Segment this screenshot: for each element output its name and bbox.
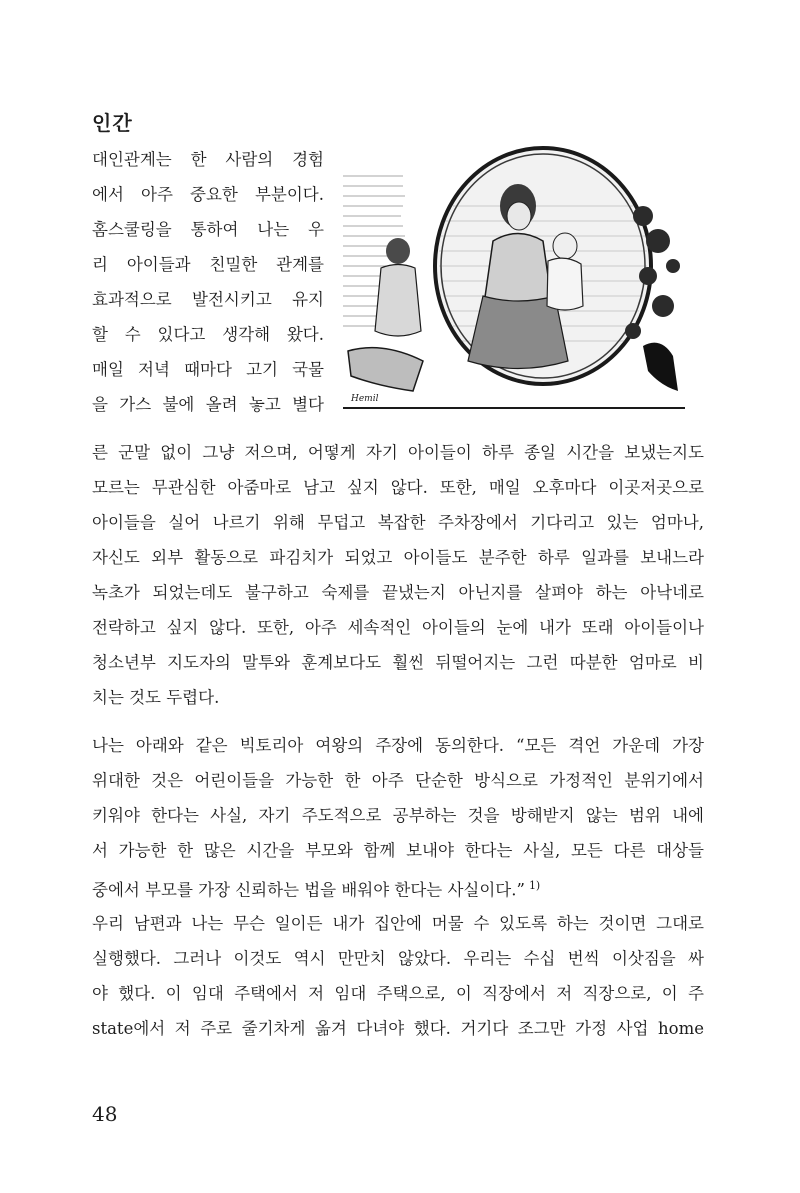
body-line: 른 군말 없이 그냥 저으며, 어떻게 자기 아이들이 하루 종일 시간을 보냈는지도 <box>92 443 704 462</box>
body-line: 에서 아주 중요한 부분이다. <box>92 185 324 204</box>
body-line: 나는 아래와 같은 빅토리아 여왕의 주장에 동의한다. “모든 격언 가운데 가장 <box>92 736 704 755</box>
body-line: 야 했다. 이 임대 주택에서 저 임대 주택으로, 이 직장에서 저 직장으로, 이 주 <box>92 984 704 1003</box>
body-line <box>92 875 540 902</box>
body-line: 치는 것도 두렵다. <box>92 688 220 707</box>
body-line: 을 가스 불에 올려 놓고 별다 <box>92 395 324 414</box>
body-line: 실행했다. 그러나 이것도 역시 만만치 않았다. 우리는 수십 번씩 이삿짐을 싸 <box>92 949 704 968</box>
body-line: 할 수 있다고 생각해 왔다. <box>92 325 324 344</box>
body-line: 전락하고 싶지 않다. 또한, 아주 세속적인 아이들의 눈에 내가 또래 아이들이나 <box>92 618 704 637</box>
body-line: 자신도 외부 활동으로 파김치가 되었고 아이들도 분주한 하루 일과를 보내느라 <box>92 548 704 567</box>
body-line: 홈스쿨링을 통하여 나는 우 <box>92 220 324 239</box>
body-line: 효과적으로 발전시키고 유지 <box>92 290 324 309</box>
body-line: 청소년부 지도자의 말투와 훈계보다도 훨씬 뒤떨어지는 그런 따분한 엄마로 비 <box>92 653 704 672</box>
page-number: 48 <box>92 1102 118 1126</box>
engraving-illustration <box>343 146 685 418</box>
body-line: 위대한 것은 어린이들을 가능한 한 아주 단순한 방식으로 가정적인 분위기에서 <box>92 771 704 790</box>
body-line: 녹초가 되었는데도 불구하고 숙제를 끝냈는지 아닌지를 살펴야 하는 아낙네로 <box>92 583 704 602</box>
footnote-marker[interactable]: 1) <box>528 879 541 892</box>
body-line: 우리 남편과 나는 무슨 일이든 내가 집안에 머물 수 있도록 하는 것이면 그대로 <box>92 914 704 933</box>
body-line: 매일 저녁 때마다 고기 국물 <box>92 360 324 379</box>
illustration-signature: Hemil <box>351 394 379 404</box>
section-heading: 인간 <box>92 111 133 135</box>
body-line: state에서 저 주로 줄기차게 옮겨 다녀야 했다. 거기다 조그만 가정 사업 home <box>92 1019 704 1038</box>
body-line: 리 아이들과 친밀한 관계를 <box>92 255 324 274</box>
body-line: 아이들을 실어 나르기 위해 무덥고 복잡한 주차장에서 기다리고 있는 엄마나, <box>92 513 704 532</box>
body-line: 키워야 한다는 사실, 자기 주도적으로 공부하는 것을 방해받지 않는 범위 내에 <box>92 806 704 825</box>
body-line-text: 중에서 부모를 가장 신뢰하는 법을 배워야 한다는 사실이다.” <box>92 880 525 900</box>
body-line: 서 가능한 한 많은 시간을 부모와 함께 보내야 한다는 사실, 모든 다른 대상들 <box>92 841 704 860</box>
body-line: 모르는 무관심한 아줌마로 남고 싶지 않다. 또한, 매일 오후마다 이곳저곳으로 <box>92 478 704 497</box>
body-line: 대인관계는 한 사람의 경험 <box>92 150 324 169</box>
